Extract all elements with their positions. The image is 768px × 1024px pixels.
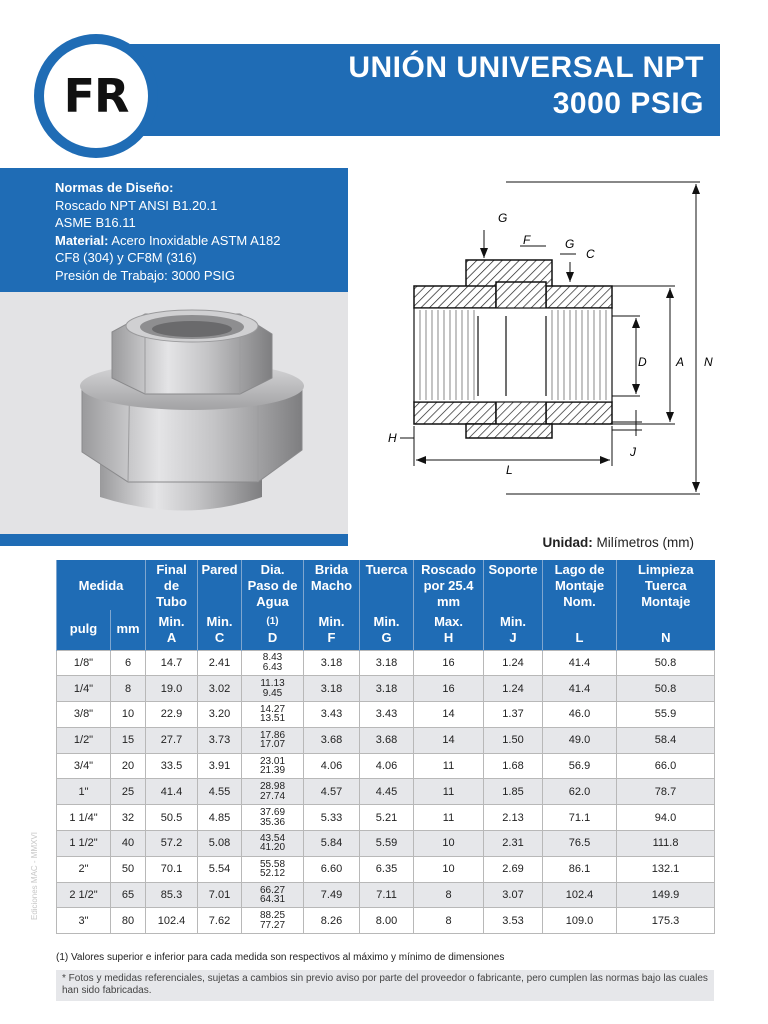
cell-n: 175.3	[617, 908, 715, 934]
cell-c: 5.08	[198, 831, 242, 857]
cell-h: 14	[414, 702, 484, 728]
table-row	[57, 702, 715, 728]
drawing-label-h: H	[388, 431, 397, 445]
cell-d	[242, 856, 304, 882]
header-tuerca: Tuerca	[360, 560, 414, 610]
cell-mm: 20	[111, 753, 146, 779]
cell-h: 8	[414, 882, 484, 908]
cell-d-max: 14.27	[260, 703, 286, 715]
subheader-pared: Min. C	[198, 610, 242, 650]
cell-n: 55.9	[617, 702, 715, 728]
cell-g: 7.11	[360, 882, 414, 908]
cell-pulg: 1/2"	[57, 727, 111, 753]
cell-g: 5.59	[360, 831, 414, 857]
cell-f: 8.26	[304, 908, 360, 934]
cell-h: 8	[414, 908, 484, 934]
table-row	[57, 753, 715, 779]
cell-d-max: 23.01	[260, 755, 286, 767]
cell-mm: 8	[111, 676, 146, 702]
table-subheader-row	[57, 610, 715, 650]
cell-l: 71.1	[543, 805, 617, 831]
cell-d-min: 9.45	[262, 687, 283, 699]
cell-f: 3.18	[304, 650, 360, 676]
cell-g: 3.18	[360, 650, 414, 676]
cell-j: 1.24	[484, 676, 543, 702]
cell-f: 4.06	[304, 753, 360, 779]
page-title	[348, 50, 704, 122]
cell-a: 41.4	[146, 779, 198, 805]
design-standard-1: Roscado NPT ANSI B1.20.1	[55, 197, 218, 213]
cell-c: 4.55	[198, 779, 242, 805]
cell-d	[242, 908, 304, 934]
cell-g: 8.00	[360, 908, 414, 934]
table-body	[57, 650, 715, 934]
subheader-roscado: Max. H	[414, 610, 484, 650]
cell-d-max: 11.13	[260, 678, 285, 690]
disclaimer: * Fotos y medidas referenciales, sujetas a cambios sin previo aviso por parte del proveedor o fabricante, pero cumplen las normas bajo las cuales han sido fabricadas.	[56, 970, 714, 1001]
side-edition-note: Ediciones MAC - MMXVI	[30, 831, 39, 920]
design-standard-2: ASME B16.11	[55, 215, 136, 230]
cell-mm: 25	[111, 779, 146, 805]
cell-a: 19.0	[146, 676, 198, 702]
cell-d-min: 77.27	[260, 919, 286, 931]
cell-n: 111.8	[617, 831, 715, 857]
cell-f: 5.84	[304, 831, 360, 857]
cell-pulg: 1/4"	[57, 676, 111, 702]
cell-h: 11	[414, 779, 484, 805]
header-largo: Lago de Montaje Nom.	[543, 560, 617, 610]
design-specs-panel	[0, 168, 348, 292]
cell-pulg: 1 1/4"	[57, 805, 111, 831]
cell-n: 50.8	[617, 650, 715, 676]
cell-pulg: 1/8"	[57, 650, 111, 676]
cell-d-max: 88.25	[260, 910, 286, 922]
drawing-label-g-right: G	[565, 237, 575, 251]
cell-l: 56.9	[543, 753, 617, 779]
cell-g: 5.21	[360, 805, 414, 831]
header-limpieza: Limpieza Tuerca Montaje	[617, 560, 715, 610]
cell-a: 14.7	[146, 650, 198, 676]
cell-h: 11	[414, 805, 484, 831]
brand-logo	[34, 34, 158, 158]
material-grades: CF8 (304) y CF8M (316)	[55, 250, 197, 265]
table-row	[57, 727, 715, 753]
cell-d	[242, 831, 304, 857]
table-row	[57, 908, 715, 934]
subheader-pulg: pulg	[57, 610, 111, 650]
cell-f: 3.43	[304, 702, 360, 728]
cell-d-min: 6.43	[262, 661, 283, 673]
cell-d-max: 8.43	[262, 652, 283, 664]
cell-d-min: 13.51	[260, 713, 286, 725]
table-row	[57, 650, 715, 676]
cell-n: 66.0	[617, 753, 715, 779]
cell-mm: 65	[111, 882, 146, 908]
cell-l: 46.0	[543, 702, 617, 728]
table-header-row	[57, 560, 715, 610]
cell-c: 3.91	[198, 753, 242, 779]
union-fitting-illustration	[0, 292, 348, 534]
drawing-label-n: N	[704, 355, 713, 369]
cell-d	[242, 727, 304, 753]
logo-inner-circle	[44, 44, 148, 148]
table-row	[57, 882, 715, 908]
cell-n: 78.7	[617, 779, 715, 805]
cell-a: 102.4	[146, 908, 198, 934]
cell-h: 16	[414, 650, 484, 676]
cell-j: 1.37	[484, 702, 543, 728]
cell-d-max: 66.27	[260, 884, 286, 896]
title-line-2: 3000 PSIG	[552, 87, 704, 120]
cell-d-max: 43.54	[260, 832, 286, 844]
cell-d-max: 17.86	[260, 729, 286, 741]
cell-pulg: 3"	[57, 908, 111, 934]
subheader-largo: L	[543, 610, 617, 650]
logo-text: FR	[63, 69, 129, 123]
table-row	[57, 856, 715, 882]
cell-d-min: 27.74	[260, 790, 286, 802]
cell-d	[242, 702, 304, 728]
cell-d-max: 37.69	[260, 807, 286, 819]
cell-d	[242, 650, 304, 676]
cell-j: 2.13	[484, 805, 543, 831]
cell-j: 1.24	[484, 650, 543, 676]
material-label: Material:	[55, 232, 109, 248]
cell-l: 76.5	[543, 831, 617, 857]
header-dia-paso: Dia. Paso de Agua	[242, 560, 304, 610]
cell-d	[242, 753, 304, 779]
technical-drawing	[380, 170, 750, 500]
cell-n: 149.9	[617, 882, 715, 908]
cell-d-min: 21.39	[260, 765, 286, 777]
cell-g: 3.68	[360, 727, 414, 753]
header-banner	[130, 44, 720, 136]
subheader-final: Min. A	[146, 610, 198, 650]
product-photo	[0, 292, 348, 534]
cell-l: 86.1	[543, 856, 617, 882]
cell-mm: 10	[111, 702, 146, 728]
cell-mm: 40	[111, 831, 146, 857]
cell-g: 3.18	[360, 676, 414, 702]
drawing-label-d: D	[638, 355, 647, 369]
unit-label: Unidad:	[542, 535, 593, 550]
cell-a: 50.5	[146, 805, 198, 831]
cell-pulg: 1 1/2"	[57, 831, 111, 857]
cell-d-max: 28.98	[260, 781, 286, 793]
cell-h: 14	[414, 727, 484, 753]
cell-mm: 32	[111, 805, 146, 831]
design-standards-label: Normas de Diseño:	[55, 180, 174, 195]
header-soporte: Soporte	[484, 560, 543, 610]
cell-n: 132.1	[617, 856, 715, 882]
photo-bottom-strip	[0, 534, 348, 546]
cell-j: 3.07	[484, 882, 543, 908]
cell-mm: 6	[111, 650, 146, 676]
drawing-label-g-top: G	[498, 211, 508, 225]
cell-c: 3.02	[198, 676, 242, 702]
subheader-limpieza: N	[617, 610, 715, 650]
footnote: (1) Valores superior e inferior para cada medida son respectivos al máximo y mínimo de dimensiones	[56, 952, 505, 963]
drawing-label-j: J	[630, 445, 636, 459]
subheader-brida: Min. F	[304, 610, 360, 650]
cell-d-min: 35.36	[260, 816, 286, 828]
material-value: Acero Inoxidable ASTM A182	[111, 232, 281, 248]
cell-n: 94.0	[617, 805, 715, 831]
cell-a: 27.7	[146, 727, 198, 753]
subheader-mm: mm	[111, 610, 146, 650]
cell-f: 3.68	[304, 727, 360, 753]
cell-g: 3.43	[360, 702, 414, 728]
header-medida: Medida	[57, 560, 146, 610]
cell-c: 7.01	[198, 882, 242, 908]
cell-f: 7.49	[304, 882, 360, 908]
cell-d-min: 17.07	[260, 739, 286, 751]
cell-h: 10	[414, 856, 484, 882]
cell-pulg: 2"	[57, 856, 111, 882]
cell-h: 10	[414, 831, 484, 857]
cell-h: 11	[414, 753, 484, 779]
cell-j: 2.69	[484, 856, 543, 882]
unit-note	[542, 535, 694, 550]
cell-f: 6.60	[304, 856, 360, 882]
cell-mm: 80	[111, 908, 146, 934]
cell-f: 3.18	[304, 676, 360, 702]
cell-j: 1.50	[484, 727, 543, 753]
cell-d	[242, 882, 304, 908]
cell-l: 102.4	[543, 882, 617, 908]
header-roscado: Roscado por 25.4 mm	[414, 560, 484, 610]
table-row	[57, 805, 715, 831]
cell-a: 57.2	[146, 831, 198, 857]
cell-j: 3.53	[484, 908, 543, 934]
cell-n: 58.4	[617, 727, 715, 753]
cell-a: 70.1	[146, 856, 198, 882]
dimensions-table	[56, 560, 715, 934]
cell-h: 16	[414, 676, 484, 702]
drawing-label-a: A	[676, 355, 685, 369]
cell-g: 6.35	[360, 856, 414, 882]
cell-j: 2.31	[484, 831, 543, 857]
title-line-1: UNIÓN UNIVERSAL NPT	[348, 51, 704, 84]
cell-n: 50.8	[617, 676, 715, 702]
header-brida: Brida Macho	[304, 560, 360, 610]
cell-g: 4.45	[360, 779, 414, 805]
drawing-label-c: C	[586, 247, 595, 261]
cell-l: 109.0	[543, 908, 617, 934]
cell-f: 4.57	[304, 779, 360, 805]
cell-g: 4.06	[360, 753, 414, 779]
cell-a: 85.3	[146, 882, 198, 908]
cell-c: 2.41	[198, 650, 242, 676]
header-pared: Pared	[198, 560, 242, 610]
cell-pulg: 3/4"	[57, 753, 111, 779]
cell-d	[242, 805, 304, 831]
cell-c: 5.54	[198, 856, 242, 882]
cell-l: 41.4	[543, 676, 617, 702]
drawing-label-f: F	[523, 233, 531, 247]
cell-c: 7.62	[198, 908, 242, 934]
cell-d	[242, 676, 304, 702]
cell-l: 41.4	[543, 650, 617, 676]
cell-l: 49.0	[543, 727, 617, 753]
cell-d-max: 55.58	[260, 858, 286, 870]
cell-d	[242, 779, 304, 805]
subheader-tuerca: Min. G	[360, 610, 414, 650]
table-row	[57, 676, 715, 702]
cell-l: 62.0	[543, 779, 617, 805]
header-final-tubo: Final de Tubo	[146, 560, 198, 610]
cell-mm: 15	[111, 727, 146, 753]
cell-c: 4.85	[198, 805, 242, 831]
cell-c: 3.73	[198, 727, 242, 753]
drawing-label-l: L	[506, 463, 513, 477]
subheader-dia: (1) D	[242, 610, 304, 650]
cell-f: 5.33	[304, 805, 360, 831]
table-row	[57, 779, 715, 805]
cell-a: 22.9	[146, 702, 198, 728]
cell-j: 1.85	[484, 779, 543, 805]
subheader-soporte: Min. J	[484, 610, 543, 650]
table-row	[57, 831, 715, 857]
cell-d-min: 52.12	[260, 868, 286, 880]
cell-d-min: 64.31	[260, 894, 286, 906]
cell-c: 3.20	[198, 702, 242, 728]
cell-mm: 50	[111, 856, 146, 882]
cross-section-diagram	[380, 170, 750, 500]
cell-pulg: 3/8"	[57, 702, 111, 728]
working-pressure: Presión de Trabajo: 3000 PSIG	[55, 267, 235, 283]
unit-value: Milímetros (mm)	[596, 535, 694, 550]
cell-pulg: 1"	[57, 779, 111, 805]
cell-d-min: 41.20	[260, 842, 286, 854]
cell-a: 33.5	[146, 753, 198, 779]
cell-j: 1.68	[484, 753, 543, 779]
cell-pulg: 2 1/2"	[57, 882, 111, 908]
